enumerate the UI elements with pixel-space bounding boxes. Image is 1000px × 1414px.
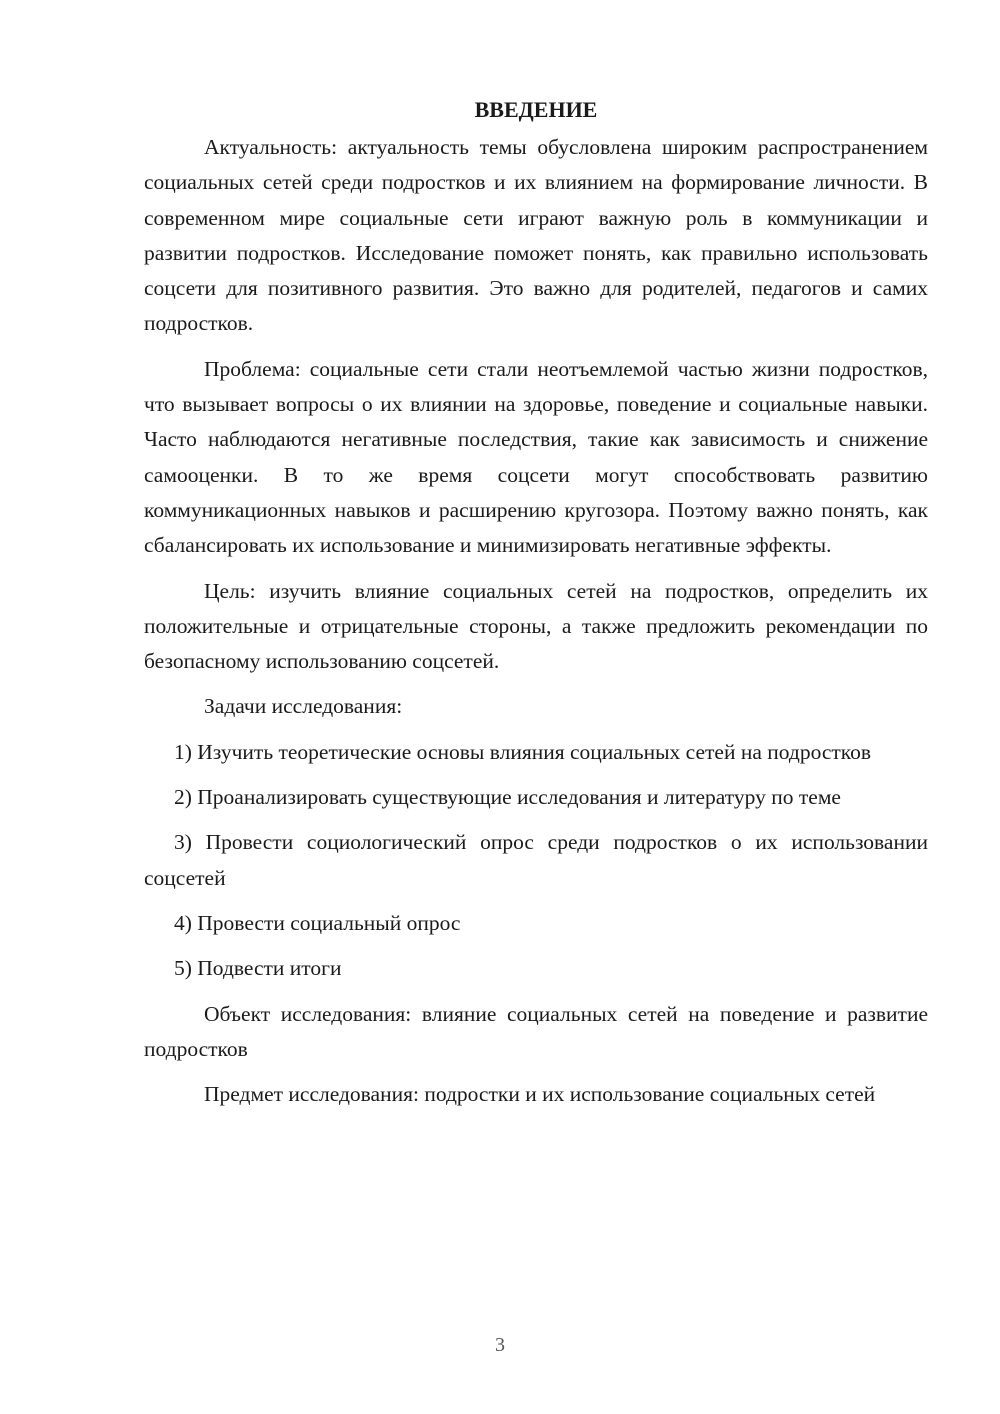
document-page <box>144 94 928 1122</box>
tasks-heading: Задачи исследования: <box>204 694 403 719</box>
page-title: ВВЕДЕНИЕ <box>474 97 598 122</box>
task-item: 3) Провести социологический опрос среди подростков о их использовании соцсетей <box>144 830 928 890</box>
task-item: 5) Подвести итоги <box>174 956 342 981</box>
task-item: 2) Проанализировать существующие исследования и литературу по теме <box>174 785 841 810</box>
relevance-paragraph: Актуальность: актуальность темы обусловлена широким распространением социальных сетей среди подростков и их влиянием на формирование личности. В современном мире социальные сети играют важную роль в коммуникации и развитии подростков. Исследование поможет понять, как правильно использовать соцсети для позитивного развития. Это важно для родителей, педагогов и самих подростков. <box>144 135 928 336</box>
task-item: 1) Изучить теоретические основы влияния социальных сетей на подростков <box>174 739 872 764</box>
tasks-list <box>144 735 928 987</box>
task-item: 4) Провести социальный опрос <box>174 910 461 935</box>
object-paragraph: Объект исследования: влияние социальных сетей на поведение и развитие подростков <box>144 1001 928 1061</box>
subject-paragraph: Предмет исследования: подростки и их использование социальных сетей <box>204 1082 876 1107</box>
page-number: 3 <box>495 1334 505 1356</box>
goal-paragraph: Цель: изучить влияние социальных сетей на подростков, определить их положительные и отрицательные стороны, а также предложить рекомендации по безопасному использованию соцсетей. <box>144 578 928 674</box>
problem-paragraph: Проблема: социальные сети стали неотъемлемой частью жизни подростков, что вызывает вопросы о их влиянии на здоровье, поведение и социальные навыки. Часто наблюдаются негативные последствия, такие как зависимость и снижение самооценки. В то же время соцсети могут способствовать развитию коммуникационных навыков и расширению кругозора. Поэтому важно понять, как сбалансировать их использование и минимизировать негативные эффекты. <box>144 356 928 558</box>
